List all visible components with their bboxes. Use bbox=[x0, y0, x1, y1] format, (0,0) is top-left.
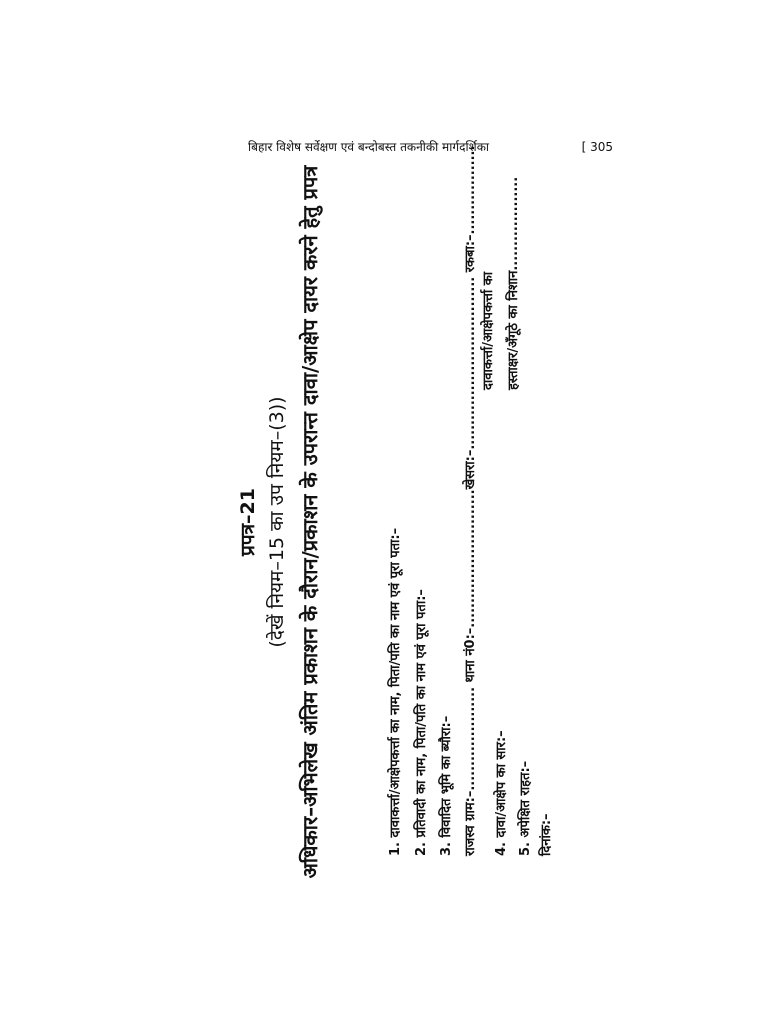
field-disputed-land: 3. विवादित भूमि का ब्यौरा:– bbox=[439, 715, 454, 856]
field-land-details: राजस्व ग्राम:–..................... थाना नं0:–............................खेसरा:–................................... रकबा:–.................. bbox=[463, 145, 478, 856]
field-relief-sought: 5. अपेक्षित राहत:– bbox=[518, 760, 533, 856]
book-title: बिहार विशेष सर्वेक्षण एवं बन्दोबस्त तकनीकी मार्गदर्शिका bbox=[248, 140, 490, 154]
page-number: [ 305 bbox=[581, 140, 613, 154]
form-heading: अधिकार–अभिलेख अंतिम प्रकाशन के दौरान/प्रकाशन के उपरान्त दावा/आक्षेप दायर करने हेतु प्रपत्र bbox=[298, 165, 322, 879]
field-date: दिनांक:– bbox=[539, 813, 554, 856]
rule-reference: (देखें नियम–15 का उप नियम–(3)) bbox=[266, 396, 288, 648]
field-claim-summary: 4. दावा/आक्षेप का सार:– bbox=[494, 730, 509, 856]
field-respondent: 2. प्रतिवादी का नाम, पिता/पति का नाम एवं पूरा पता:– bbox=[414, 589, 429, 856]
field-claimant: 1. दावाकर्त्ता/आक्षेपकर्त्ता का नाम, पिता/पति का नाम एवं पूरा पता:– bbox=[388, 527, 403, 856]
signature-line: हस्ताक्षर/अँगूठे का निशान................... bbox=[506, 176, 521, 390]
running-header bbox=[248, 138, 613, 156]
signature-label: दावाकर्त्ता/आक्षेपकर्त्ता का bbox=[481, 271, 496, 390]
form-number: प्रपत्र–21 bbox=[237, 487, 259, 557]
